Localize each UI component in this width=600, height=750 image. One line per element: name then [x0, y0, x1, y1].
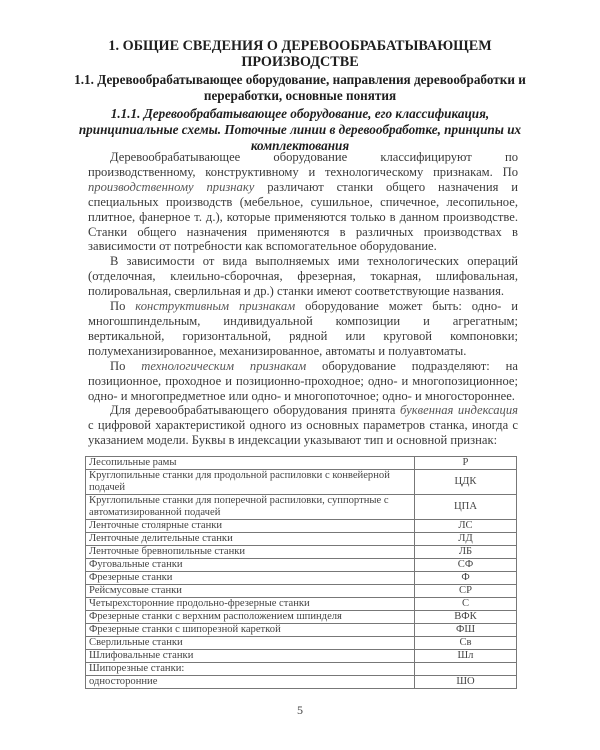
machine-type-cell: односторонние — [86, 676, 415, 689]
table-row — [86, 495, 517, 520]
machine-type-cell: Ленточные бревнопильные станки — [86, 546, 415, 559]
table-row — [86, 637, 517, 650]
index-code-cell: ЛБ — [415, 546, 517, 559]
paragraph-text: оборудование подразделяют: на позиционное, проходное и позиционно-проходное; одно- и многопозиционное; одно- и многопредметное или одно- и многопоточное; одно- и многостороннее. — [88, 358, 518, 403]
paragraph-text: различают станки общего назначения и специальных производств (мебельное, сушильное, спичечное, лесопильное, плитное, фанерное т. д.), которые применяются только в данном производстве. Станки общего назначения применяются в различных производствах в зависимости от потребности как вспомогательное оборудование. — [88, 179, 518, 254]
index-code-cell: С — [415, 598, 517, 611]
machine-type-cell: Фуговальные станки — [86, 559, 415, 572]
subsection-heading: 1.1.1. Деревообрабатывающее оборудование, его классификация, принципиальные схемы. Поточные линии в деревообработке, принципы их комплектования — [78, 106, 522, 153]
index-table — [85, 456, 517, 689]
index-code-cell: СР — [415, 585, 517, 598]
table-row — [86, 572, 517, 585]
machine-type-cell: Круглопильные станки для продольной распиловки с конвейерной подачей — [86, 470, 415, 495]
machine-type-cell: Фрезерные станки с шипорезной кареткой — [86, 624, 415, 637]
index-code-cell: ЛС — [415, 520, 517, 533]
machine-type-cell: Лесопильные рамы — [86, 457, 415, 470]
paragraph-text: с цифровой характеристикой одного из основных параметров станка, иногда с указанием модели. Буквы в индексации указывают тип и основной признак: — [88, 418, 518, 448]
paragraph — [88, 150, 518, 254]
machine-type-cell: Фрезерные станки — [86, 572, 415, 585]
emphasis-term: конструктивным признакам — [135, 299, 296, 314]
machine-type-cell: Круглопильные станки для поперечной распиловки, суппортные с автоматизированной подачей — [86, 495, 415, 520]
machine-type-cell: Сверлильные станки — [86, 637, 415, 650]
table-row — [86, 663, 517, 676]
index-code-cell: Р — [415, 457, 517, 470]
index-code-cell — [415, 663, 517, 676]
paragraph-text: оборудование может быть: одно- и многошпиндельным, индивидуальной композиции и агрегатным; вертикальной, горизонтальной, рядной или круговой компоновки; полумеханизированное, механизированное, автоматы и полуавтоматы. — [88, 299, 518, 358]
paragraph — [88, 299, 518, 359]
index-code-cell: СФ — [415, 559, 517, 572]
paragraph-text: Для деревообрабатывающего оборудования принята — [110, 403, 400, 418]
index-code-cell: ЛД — [415, 533, 517, 546]
index-code-cell: ЦПА — [415, 495, 517, 520]
table-row — [86, 457, 517, 470]
machine-type-cell: Ленточные делительные станки — [86, 533, 415, 546]
paragraph — [88, 254, 518, 299]
paragraph-text: По — [110, 358, 142, 373]
table-row — [86, 585, 517, 598]
index-code-cell: ЦДК — [415, 470, 517, 495]
table-row — [86, 624, 517, 637]
body-text — [88, 150, 518, 448]
emphasis-term: технологическим признакам — [141, 358, 307, 373]
index-code-cell: ФШ — [415, 624, 517, 637]
machine-type-cell: Ленточные столярные станки — [86, 520, 415, 533]
table-row — [86, 611, 517, 624]
index-code-cell: Св — [415, 637, 517, 650]
index-code-cell: ВФК — [415, 611, 517, 624]
table-row — [86, 533, 517, 546]
table-row — [86, 520, 517, 533]
emphasis-term: производственному признаку — [88, 179, 255, 194]
table-row — [86, 546, 517, 559]
table-row — [86, 650, 517, 663]
paragraph-text: По — [110, 299, 136, 314]
machine-type-cell: Рейсмусовые станки — [86, 585, 415, 598]
paragraph-text: Деревообрабатывающее оборудование классифицируют по производственному, конструктивному и технологическому признакам. По — [88, 150, 518, 179]
index-code-cell: ШО — [415, 676, 517, 689]
section-heading: 1.1. Деревообрабатывающее оборудование, направления деревообработки и переработки, основные понятия — [74, 72, 526, 103]
machine-type-cell: Фрезерные станки с верхним расположением шпинделя — [86, 611, 415, 624]
emphasis-term: буквенная индексация — [400, 403, 519, 418]
machine-type-cell: Четырехсторонние продольно-фрезерные станки — [86, 598, 415, 611]
table-row — [86, 559, 517, 572]
page-number: 5 — [297, 703, 303, 717]
machine-type-cell: Шлифовальные станки — [86, 650, 415, 663]
table-row — [86, 598, 517, 611]
index-code-cell: Шл — [415, 650, 517, 663]
paragraph — [88, 403, 518, 448]
table-row — [86, 676, 517, 689]
paragraph-text: В зависимости от вида выполняемых ими технологических операций (отделочная, клеильно-сборочная, фрезерная, токарная, шлифовальная, полировальная, сверлильная и др.) станки имеют соответствующие названия. — [88, 254, 518, 299]
paragraph — [88, 359, 518, 404]
table-row — [86, 470, 517, 495]
chapter-heading: 1. ОБЩИЕ СВЕДЕНИЯ О ДЕРЕВООБРАБАТЫВАЮЩЕМ ПРОИЗВОДСТВЕ — [108, 38, 492, 70]
index-code-cell: Ф — [415, 572, 517, 585]
machine-type-cell: Шипорезные станки: — [86, 663, 415, 676]
